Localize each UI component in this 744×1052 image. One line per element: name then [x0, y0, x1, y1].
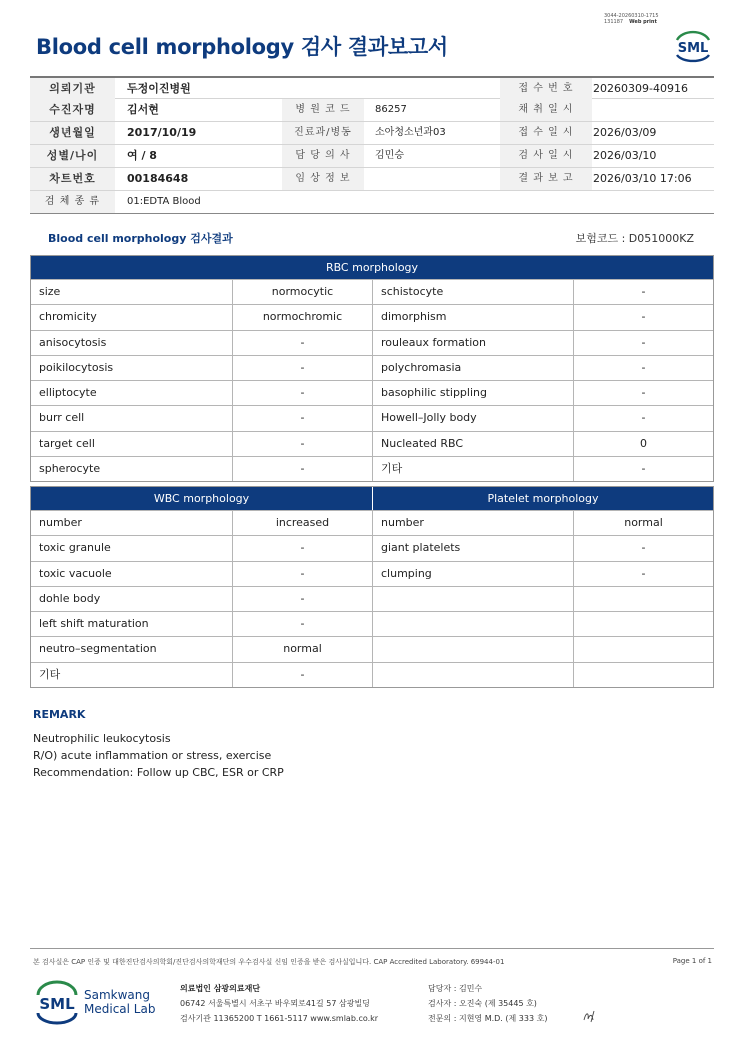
- print-code-line2: 131187: [604, 19, 624, 25]
- info-value: 여 / 8: [127, 149, 157, 162]
- item-result: -: [233, 663, 373, 687]
- item-result: -: [233, 331, 373, 355]
- platelet-header-label: Platelet morphology: [487, 492, 599, 505]
- table-row: [31, 456, 713, 481]
- item-name: 기타: [31, 663, 233, 687]
- item-name: polychromasia: [373, 356, 574, 380]
- insurance-code: 보험코드 : D051000KZ: [575, 232, 694, 245]
- remark-line: R/O) acute inflammation or stress, exercise: [33, 749, 272, 762]
- item-result: -: [233, 562, 373, 586]
- wbc-platelet-table: [30, 486, 714, 688]
- info-value: 86257: [375, 104, 407, 115]
- item-result: normal: [624, 516, 663, 529]
- item-result: -: [641, 360, 646, 374]
- lab-name: [84, 988, 155, 1016]
- table-row: [31, 355, 713, 380]
- item-result: -: [641, 541, 646, 555]
- info-label: 검 체 종 류: [30, 191, 115, 213]
- item-name: giant platelets: [373, 536, 574, 560]
- info-label: 검 사 일 시: [500, 145, 592, 167]
- remark-line: Recommendation: Follow up CBC, ESR or CRP: [33, 766, 284, 779]
- info-row: [30, 76, 714, 99]
- info-value: 20260309-40916: [593, 82, 688, 95]
- info-value: 김서현: [127, 103, 159, 116]
- info-label: 성별/나이: [30, 145, 115, 167]
- footer-divider: [30, 948, 714, 949]
- staff-list: [428, 981, 547, 1026]
- item-name: toxic vacuole: [31, 562, 233, 586]
- signature-icon: [582, 1008, 600, 1024]
- item-name: left shift maturation: [31, 612, 233, 636]
- table-row: [31, 662, 713, 687]
- item-result: 0: [640, 436, 647, 450]
- sml-logo-icon: [672, 26, 714, 64]
- item-name: dohle body: [31, 587, 233, 611]
- info-value: 2017/10/19: [127, 126, 197, 139]
- table-row: [31, 586, 713, 611]
- item-result: normochromic: [233, 305, 373, 329]
- item-name: target cell: [31, 432, 233, 456]
- item-name: [373, 637, 574, 661]
- info-value: [593, 99, 713, 121]
- staff-line: 전문의 : 지현영 M.D. (제 333 호): [428, 1014, 548, 1023]
- remark-heading: REMARK: [33, 708, 86, 721]
- item-result: -: [233, 587, 373, 611]
- svg-text:SML: SML: [39, 995, 75, 1013]
- remark-line: Neutrophilic leukocytosis: [33, 732, 171, 745]
- info-label: 수진자명: [30, 99, 115, 121]
- item-name: spherocyte: [31, 457, 233, 481]
- item-result: -: [233, 457, 373, 481]
- item-result: increased: [233, 511, 373, 535]
- item-result: -: [641, 386, 646, 400]
- item-name: 기타: [373, 457, 574, 481]
- item-name: basophilic stippling: [373, 381, 574, 405]
- patient-info-table: [30, 76, 714, 214]
- item-result: -: [641, 335, 646, 349]
- item-name: chromicity: [31, 305, 233, 329]
- item-name: dimorphism: [373, 305, 574, 329]
- info-value: 2026/03/10: [593, 149, 657, 162]
- info-label: 접 수 번 호: [500, 78, 592, 100]
- item-result: -: [641, 462, 646, 476]
- table-row: [31, 636, 713, 661]
- sml-logo-icon: [33, 980, 81, 1026]
- info-value: 00184648: [127, 172, 189, 185]
- info-label: 생년월일: [30, 122, 115, 144]
- info-row: [30, 145, 714, 168]
- item-name: clumping: [373, 562, 574, 586]
- info-label: 진료과/병동: [282, 122, 364, 144]
- info-value: 소아청소년과03: [375, 127, 446, 138]
- item-name: [373, 587, 574, 611]
- item-name: poikilocytosis: [31, 356, 233, 380]
- item-result: [574, 637, 713, 661]
- info-row: [30, 122, 714, 145]
- item-name: neutro–segmentation: [31, 637, 233, 661]
- page-number: Page 1 of 1: [672, 957, 712, 965]
- info-value: 두정이진병원: [127, 82, 191, 95]
- table-row: [31, 279, 713, 304]
- info-row: [30, 168, 714, 191]
- item-name: Nucleated RBC: [373, 432, 574, 456]
- staff-line: 담당자 : 김민수: [428, 984, 483, 993]
- item-name: [373, 663, 574, 687]
- item-name: number: [31, 511, 233, 535]
- info-label: 접 수 일 시: [500, 122, 592, 144]
- web-print-label: Web print: [629, 19, 657, 25]
- item-result: -: [641, 285, 646, 298]
- info-label: 의뢰기관: [30, 78, 115, 100]
- item-name: schistocyte: [373, 280, 574, 304]
- item-result: -: [233, 536, 373, 560]
- item-result: -: [641, 310, 646, 324]
- item-name: size: [31, 280, 233, 304]
- info-label: 결 과 보 고: [500, 168, 592, 190]
- item-name: [373, 612, 574, 636]
- info-label: 임 상 정 보: [282, 168, 364, 190]
- table-row: [31, 561, 713, 586]
- item-result: -: [233, 612, 373, 636]
- item-result: -: [233, 406, 373, 430]
- item-result: -: [233, 356, 373, 380]
- item-result: [574, 663, 713, 687]
- item-result: [574, 612, 713, 636]
- info-label: 차트번호: [30, 168, 115, 190]
- table-row: [31, 330, 713, 355]
- accreditation-note: 본 검사실은 CAP 인증 및 대한진단검사의학회/진단검사의학재단의 우수검사실 신임 인증을 받은 검사실입니다. CAP Accredited Laboratory. 69944-01: [33, 958, 505, 966]
- wbc-header-label: WBC morphology: [31, 487, 373, 510]
- rbc-morphology-table: [30, 255, 714, 482]
- print-code-line1: 3044-20260310-1715: [604, 13, 659, 19]
- item-result: normal: [233, 637, 373, 661]
- table-row: [31, 611, 713, 636]
- info-value: [375, 168, 495, 190]
- item-result: normocytic: [233, 280, 373, 304]
- item-name: rouleaux formation: [373, 331, 574, 355]
- item-result: -: [641, 566, 646, 580]
- info-value: 2026/03/10 17:06: [593, 172, 692, 185]
- item-name: anisocytosis: [31, 331, 233, 355]
- item-name: Howell–Jolly body: [373, 406, 574, 430]
- table-row: [31, 405, 713, 430]
- info-row: [30, 99, 714, 122]
- lab-street: 06742 서울특별시 서초구 바우뫼로41길 57 삼광빌딩: [180, 999, 370, 1008]
- lab-name-line1: Samkwang: [84, 988, 150, 1002]
- table-row: [31, 380, 713, 405]
- item-name: toxic granule: [31, 536, 233, 560]
- info-label: 담 당 의 사: [282, 145, 364, 167]
- item-result: -: [233, 432, 373, 456]
- info-value: 2026/03/09: [593, 126, 657, 139]
- remark-body: [33, 730, 284, 781]
- lab-address: [180, 981, 378, 1026]
- info-label: 병 원 코 드: [282, 99, 364, 121]
- print-code: [604, 13, 659, 25]
- svg-text:SML: SML: [677, 41, 709, 56]
- table-row: [31, 510, 713, 535]
- item-name: number: [373, 511, 574, 535]
- info-label: 채 취 일 시: [500, 99, 592, 121]
- report-title: Blood cell morphology 검사 결과보고서: [36, 35, 448, 59]
- staff-line: 검사자 : 오진숙 (제 35445 호): [428, 999, 537, 1008]
- table-row: [31, 431, 713, 456]
- section-title: Blood cell morphology 검사결과: [48, 232, 233, 245]
- table-row: [31, 535, 713, 560]
- item-result: -: [233, 381, 373, 405]
- lab-contact: 검사기관 11365200 T 1661-5117 www.smlab.co.kr: [180, 1014, 379, 1023]
- item-result: -: [641, 411, 646, 425]
- lab-name-line2: Medical Lab: [84, 1002, 156, 1016]
- rbc-header-label: RBC morphology: [325, 261, 419, 274]
- rbc-header: [31, 256, 713, 279]
- item-name: burr cell: [31, 406, 233, 430]
- lab-org: 의료법인 삼광의료재단: [180, 984, 261, 993]
- info-row: [30, 191, 714, 214]
- item-name: elliptocyte: [31, 381, 233, 405]
- table-row: [31, 304, 713, 329]
- wbc-platelet-header: [31, 487, 713, 510]
- info-value: 김민승: [375, 150, 404, 161]
- item-result: [574, 587, 713, 611]
- info-value: 01:EDTA Blood: [127, 196, 201, 207]
